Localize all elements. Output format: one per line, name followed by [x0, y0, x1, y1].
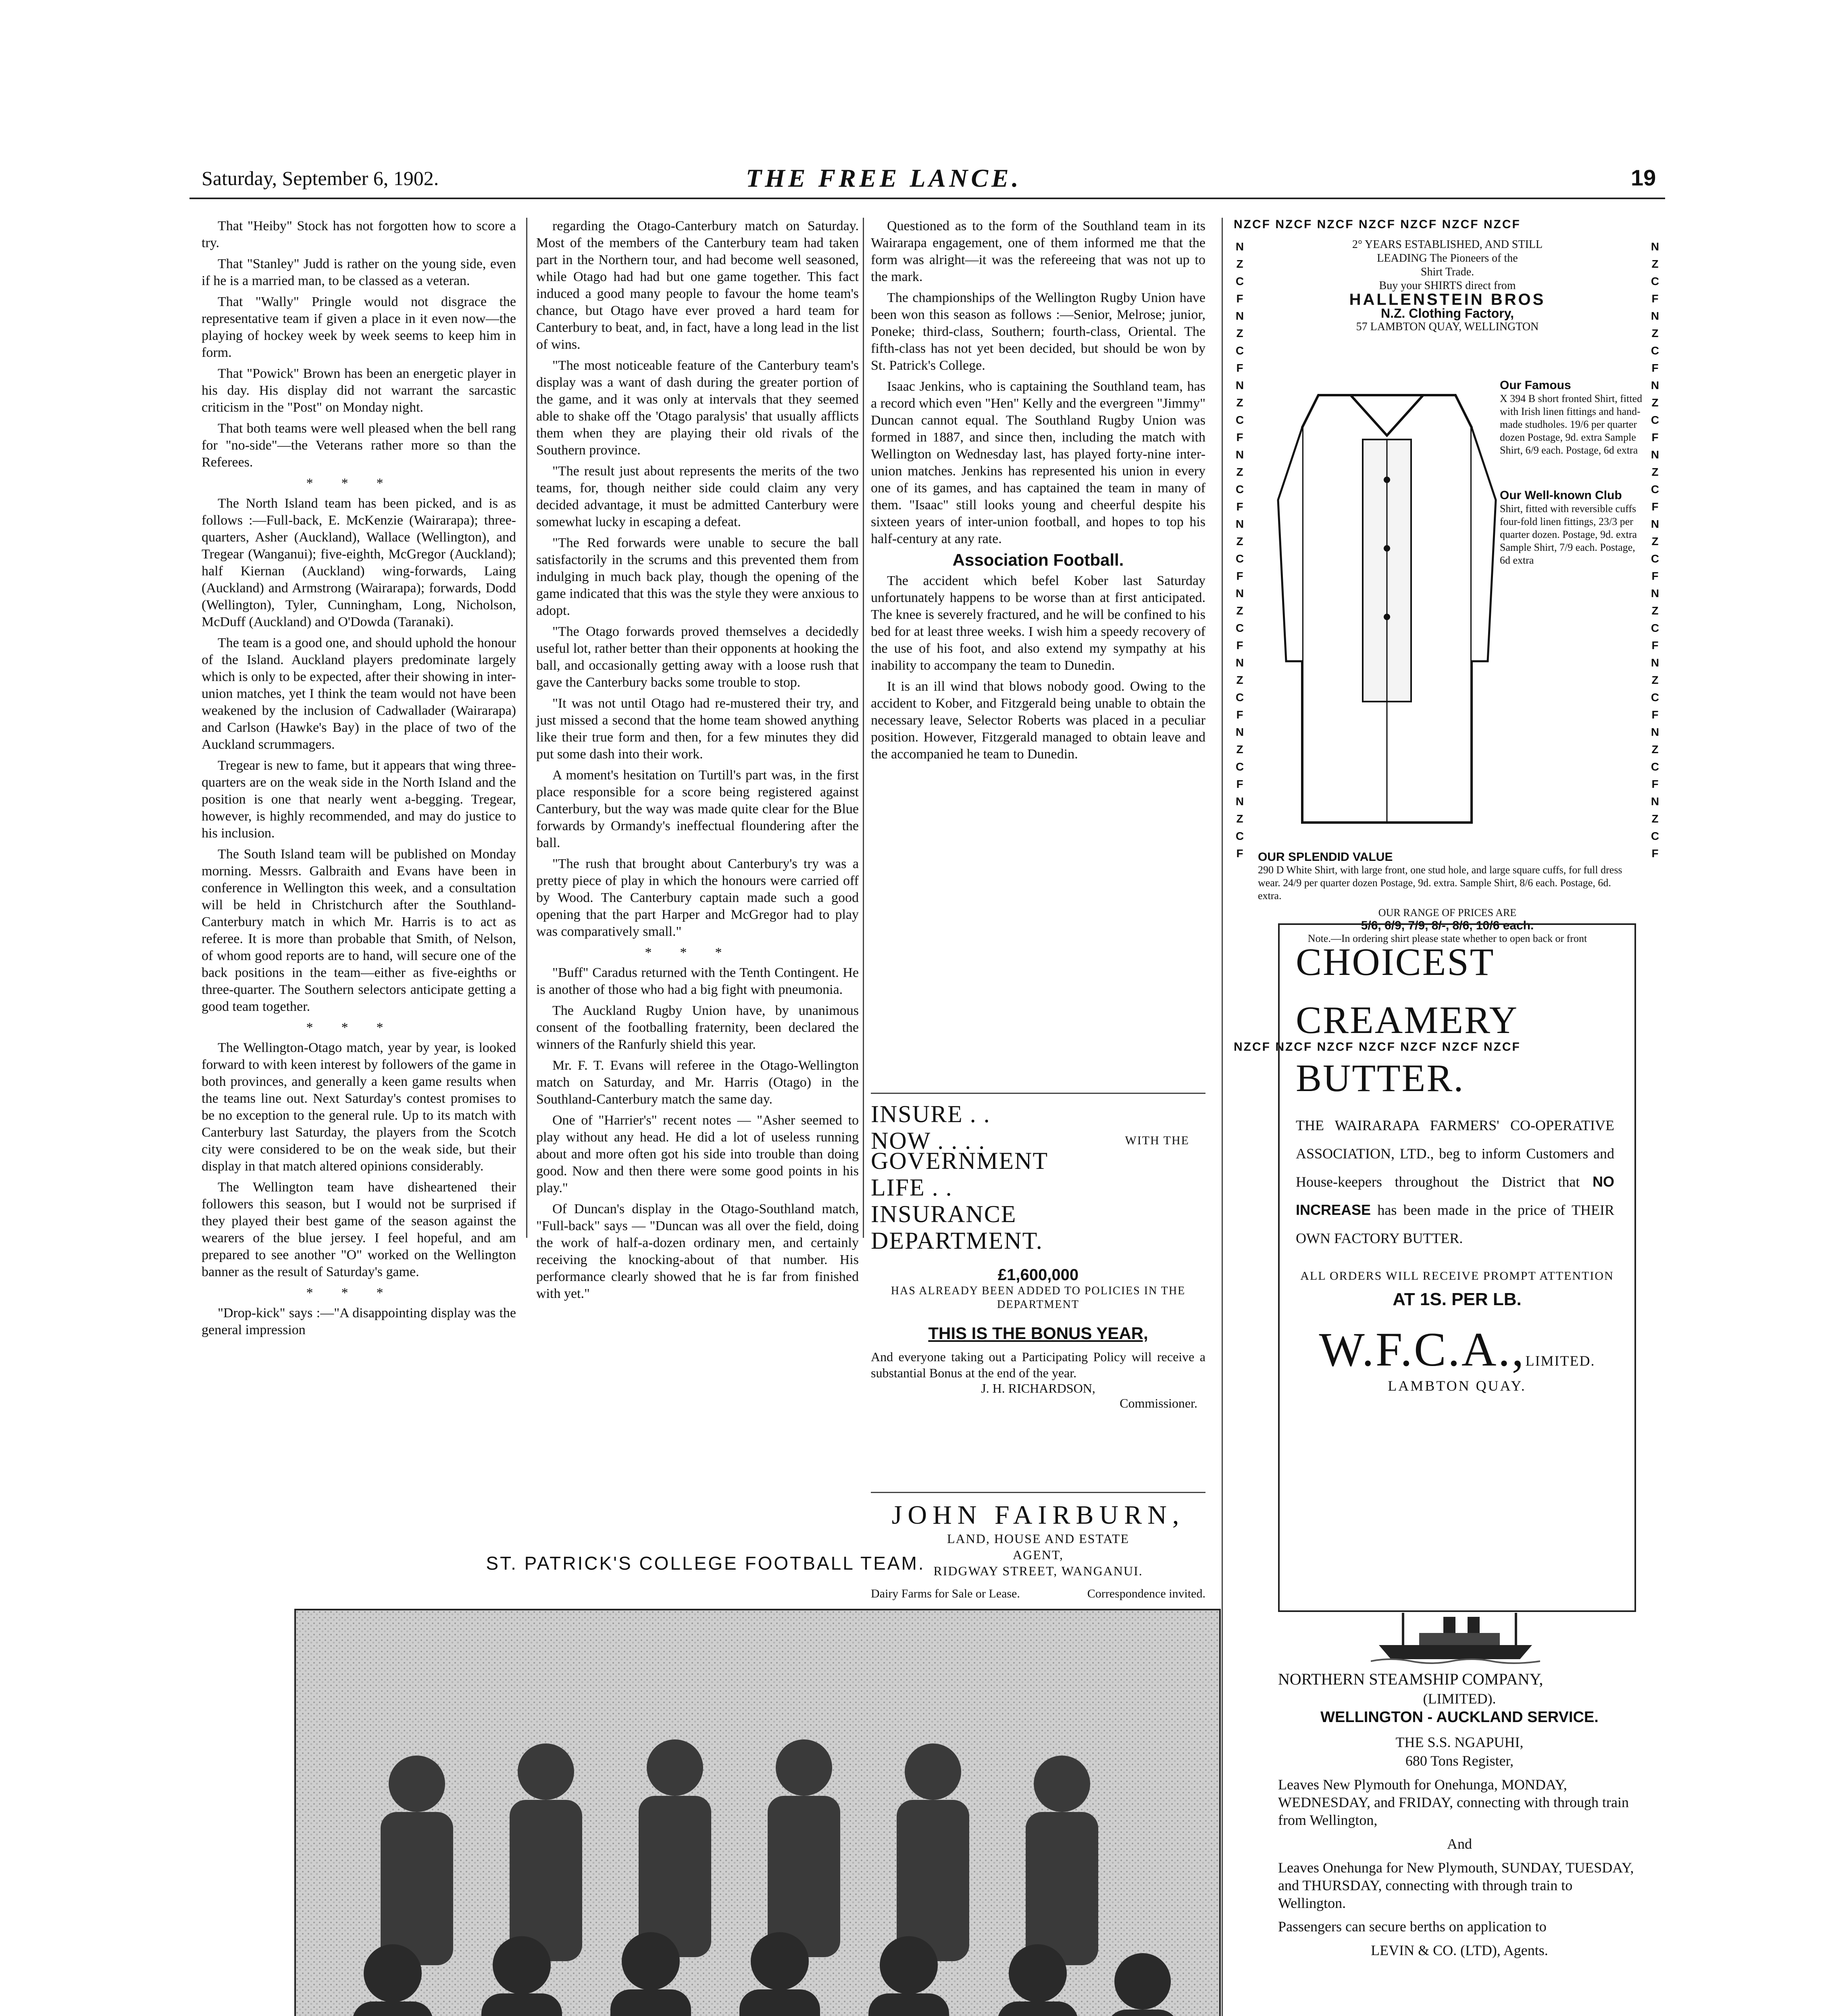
- ad-line: ALL ORDERS WILL RECEIVE PROMPT ATTENTION: [1300, 1269, 1614, 1283]
- column-1: [202, 218, 516, 1343]
- ad-line: N.Z. Clothing Factory,: [1380, 306, 1514, 321]
- paragraph: Of Duncan's display in the Otago-Southland match, "Full-back" says — "Duncan was all over the field, doing the work of half-a-dozen ordinary men, and certainly receiving the knocking-about of that number. His performance clearly showed that he is far from finished with yet.": [536, 1202, 859, 1301]
- ad-line: LIFE . .: [871, 1174, 953, 1201]
- paragraph: Isaac Jenkins, who is captaining the Southland team, has a record which even "Hen" Kelly and the evergreen "Jimmy" Duncan cannot equal. The Southland Rugby Union was formed in 1887, and since then, including the match with Wellington on Wednesday last, has played forty-nine inter-union matches. Jenkins has represented his union in every one of its games, and has captained the team in many of them. "Isaac" still looks young and cheerful despite his sixteen years of inter-union football, and hopes to top his half-century at any rate.: [871, 379, 1205, 546]
- signatory-role: Commissioner.: [1120, 1396, 1197, 1410]
- section-separator: ***: [306, 1285, 412, 1300]
- service-name: WELLINGTON - AUCKLAND SERVICE.: [1320, 1709, 1599, 1726]
- issue-date: Saturday, September 6, 1902.: [202, 167, 439, 190]
- fairburn-advert: [871, 1500, 1205, 1601]
- team-photo-image: [296, 1610, 1219, 2016]
- section-separator: ***: [306, 1020, 412, 1035]
- ad-line: OUR SPLENDID VALUE: [1258, 850, 1393, 864]
- section-heading: Association Football.: [952, 550, 1124, 569]
- ad-line: And: [1447, 1836, 1472, 1852]
- ad-emphasis: NO INCREASE: [1296, 1173, 1614, 1218]
- ad-line: Shirt Trade.: [1420, 266, 1474, 278]
- nzcf-border-right: NZCFNZCFNZCFNZCFNZCFNZCFNZCFNZCFNZCF: [1651, 240, 1659, 860]
- paragraph: regarding the Otago-Canterbury match on Saturday. Most of the members of the Canterbury team had taken part in the Northern tour, and had become well seasoned, while Otago had had but one game together. This fact induced a good many people to favour the home team's chance, but Otago have ever proved a hard team for Canterbury to beat, and, in fact, have a long lead in the list of wins.: [536, 219, 859, 352]
- paragraph: "The most noticeable feature of the Canterbury team's display was a want of dash during the greater portion of the game, and it was only at intervals that they seemed able to shake off the 'Otago paralysis' that usually afflicts them when they are playing their old rivals of the Southern province.: [536, 358, 859, 458]
- ad-line: (LIMITED).: [1423, 1691, 1496, 1707]
- ad-line: INSURANCE: [871, 1201, 1017, 1227]
- paragraph: The Wellington team have disheartened their followers this season, but I would not be surprised if they played their best game of the season against the wearers of the blue jersey. I feel hopeful, and am prepared to see another "O" worked on the Wellington banner as the result of Saturday's game.: [202, 1180, 516, 1279]
- agent-name: JOHN FAIRBURN,: [891, 1500, 1185, 1530]
- nzcf-border-top: NZCF NZCF NZCF NZCF NZCF NZCF NZCF: [1234, 218, 1521, 231]
- paragraph: The North Island team has been picked, and is as follows :—Full-back, E. McKenzie (Wairarapa); three-quarters, Asher (Auckland), Wallace (Wellington), and Tregear (Wanganui); five-eighth, McGregor (Auckland); half Kiernan (Auckland) wing-forwards, Laing (Auckland) and Armstrong (Wairarapa); forwards, Dodd (Wellington), Tyler, Cunningham, Long, Nicholson, McDuff (Auckland) and O'Dowda (Taranaki).: [202, 496, 516, 629]
- butter-price: AT 1S. PER LB.: [1393, 1289, 1522, 1309]
- company-name: HALLENSTEIN BROS: [1349, 291, 1546, 308]
- paragraph: The championships of the Wellington Rugby Union have been won this season as follows :—Senior, Melrose; junior, Poneke; third-class, Southern; fourth-class, Oriental. The fifth-class has not yet been decided, but should be won by St. Patrick's College.: [871, 290, 1205, 373]
- signatory: J. H. RICHARDSON,: [981, 1381, 1095, 1395]
- ad-line: 290 D White Shirt, with large front, one stud hole, and large square cuffs, for full dress wear. 24/9 per quarter dozen Postage, 9d. extra. Sample Shirt, 8/6 each. Postage, 6d. extra.: [1258, 864, 1622, 902]
- ship-name: THE S.S. NGAPUHI,: [1395, 1734, 1524, 1750]
- paragraph: That "Heiby" Stock has not forgotten how to score a try.: [202, 219, 516, 250]
- price-list: 5/6, 6/9, 7/9, 8/-, 8/6, 10/6 each.: [1361, 919, 1534, 932]
- bonus-heading: THIS IS THE BONUS YEAR,: [928, 1324, 1148, 1343]
- butter-advert: [1278, 923, 1636, 1612]
- ad-line: INSURE . .: [871, 1101, 991, 1127]
- paragraph: Mr. F. T. Evans will referee in the Otago-Wellington match on Saturday, and Mr. Harris (Otago) in the Southland-Canterbury match the same day.: [536, 1058, 859, 1107]
- section-rule: [871, 1093, 1205, 1094]
- paragraph: "Drop-kick" says :—"A disappointing display was the general impression: [202, 1306, 516, 1337]
- shirt-description: [1500, 379, 1645, 567]
- shirt-text: Shirt, fitted with reversible cuffs four-fold linen fittings, 23/3 per quarter dozen. Postage, 9d. extra Sample Shirt, 7/9 each. Postage, 6d extra: [1500, 503, 1637, 566]
- ad-body: Passengers can secure berths on application to: [1278, 1918, 1547, 1935]
- company-name: NORTHERN STEAMSHIP COMPANY,: [1278, 1670, 1543, 1688]
- ad-line: 57 LAMBTON QUAY, WELLINGTON: [1356, 321, 1539, 333]
- ad-line: NOW . . . .: [871, 1127, 986, 1154]
- ad-line: 680 Tons Register,: [1405, 1753, 1514, 1769]
- ad-headline: CREAMERY: [1296, 998, 1519, 1041]
- association-initials: W.F.C.A.,: [1319, 1322, 1526, 1376]
- steamship-icon: [1371, 1605, 1540, 1665]
- shirt-text: X 394 B short fronted Shirt, fitted with Irish linen fittings and hand-made studholes. 19/6 per quarter dozen Postage, 9d. extra Sample Shirt, 6/9 each. Postage, 6d extra: [1500, 393, 1643, 456]
- paragraph: Questioned as to the form of the Southland team in its Wairarapa engagement, one of them informed me that the form was alright—it was the refereeing that was not up to the mark.: [871, 219, 1205, 284]
- ad-line: WITH THE: [1125, 1134, 1189, 1147]
- paragraph: That "Powick" Brown has been an energetic player in his day. His display did not warrant the sarcastic criticism in the "Post" on Monday night.: [202, 366, 516, 415]
- ad-text: has been made in the price of THEIR OWN FACTORY BUTTER.: [1296, 1202, 1615, 1246]
- ad-line: Note.—In ordering shirt please state whether to open back or front: [1307, 933, 1587, 944]
- ad-headline: BUTTER.: [1296, 1056, 1465, 1100]
- column-divider: [526, 218, 527, 1238]
- ad-line: LIMITED.: [1525, 1353, 1595, 1369]
- paragraph: "The rush that brought about Canterbury's try was a pretty piece of play in which the honours were carried off by Wood. The Canterbury captain made such a good opening that the part Harper and McGregor had to play was comparatively small.": [536, 856, 859, 939]
- shirt-heading: Our Famous: [1500, 379, 1571, 392]
- paragraph: The Auckland Rugby Union have, by unanimous consent of the footballing fraternity, been declared the winners of the Ranfurly shield this year.: [536, 1003, 859, 1052]
- section-rule: [871, 1492, 1205, 1493]
- ad-line: AGENT,: [1012, 1547, 1064, 1562]
- ad-headline: CHOICEST: [1296, 940, 1495, 983]
- column-3: [871, 218, 1205, 767]
- paragraph: "The Red forwards were unable to secure the ball satisfactorily in the scrums and this prevented them from indulging in much back play, though the opening of the game indicated that this was the style they were anxious to adopt.: [536, 535, 859, 618]
- insurance-advert: [871, 1101, 1205, 1411]
- paragraph: It is an ill wind that blows nobody good. Owing to the accident to Kober, and Fitzgerald being unable to obtain the necessary leave, Selector Roberts was placed in a peculiar position. However, Fitzgerald managed to obtain leave and the accompanied he team to Dunedin.: [871, 679, 1205, 762]
- paragraph: That both teams were well pleased when the bell rang for "no-side"—the Veterans rather more so than the Referees.: [202, 421, 516, 470]
- ad-text: THE WAIRARAPA FARMERS' CO-OPERATIVE ASSOCIATION, LTD., beg to inform Customers and House-keepers throughout the District that: [1296, 1117, 1614, 1190]
- shirt-heading: Our Well-known Club: [1500, 489, 1622, 502]
- ad-line: Buy your SHIRTS direct from: [1379, 279, 1516, 292]
- northern-steamship-advert: [1278, 1669, 1641, 1960]
- ad-address: LAMBTON QUAY.: [1388, 1378, 1526, 1394]
- column-divider: [1222, 218, 1223, 2016]
- ad-line: DEPARTMENT.: [871, 1227, 1043, 1254]
- agent-name: LEVIN & CO. (LTD), Agents.: [1371, 1942, 1548, 1958]
- ad-line: LEADING The Pioneers of the: [1377, 252, 1518, 264]
- paragraph: That "Stanley" Judd is rather on the young side, even if he is a married man, to be classed as a veteran.: [202, 256, 516, 288]
- masthead-title: THE FREE LANCE.: [746, 164, 1022, 192]
- paragraph: The team is a good one, and should uphold the honour of the Island. Auckland players predominate largely which is only to be expected, after their showing in inter-union matches, yet I think the team would not have been weakened by the inclusion of Cadwallader (Wairarapa) and Carlson (Hawke's Bay) in the place of two of the Auckland scrummagers.: [202, 635, 516, 752]
- photo-title: ST. PATRICK'S COLLEGE FOOTBALL TEAM.: [486, 1553, 925, 1574]
- ad-line: HAS ALREADY BEEN ADDED TO POLICIES IN THE DEPARTMENT: [891, 1285, 1186, 1311]
- paragraph: Tregear is new to fame, but it appears that wing three-quarters are on the weak side in the North Island and the position is one that nearly went a-begging. Tregear, however, is highly recommended, and may do justice to his inclusion.: [202, 758, 516, 841]
- header-rule: [189, 198, 1665, 199]
- paragraph: "It was not until Otago had re-mustered their try, and just missed a second that the home team showed anything like their true form and then, for a few minutes they did put some dash into their work.: [536, 696, 859, 762]
- column-2: [536, 218, 859, 1306]
- column-divider: [863, 218, 864, 1238]
- paragraph: That "Wally" Pringle would not disgrace the representative team if given a place in it even now—the playing of hockey week by week seems to keep him in form.: [202, 294, 516, 360]
- ad-line: LAND, HOUSE AND ESTATE: [947, 1531, 1130, 1546]
- ad-body: And everyone taking out a Participating Policy will receive a substantial Bonus at the end of the year.: [871, 1350, 1205, 1380]
- ad-body: [1296, 1111, 1614, 1252]
- ad-body: Leaves New Plymouth for Onehunga, MONDAY, WEDNESDAY, and FRIDAY, connecting with through train from Wellington,: [1278, 1776, 1629, 1828]
- section-separator: ***: [645, 945, 750, 960]
- nzcf-border-bottom: NZCF NZCF NZCF NZCF NZCF NZCF NZCF: [1234, 1040, 1521, 1054]
- ad-line: RIDGWAY STREET, WANGANUI.: [933, 1564, 1143, 1578]
- paragraph: "Buff" Caradus returned with the Tenth Contingent. He is another of those who had a big fight with pneumonia.: [536, 965, 859, 997]
- ad-body: Leaves Onehunga for New Plymouth, SUNDAY, TUESDAY, and THURSDAY, connecting with through train to Wellington.: [1278, 1860, 1634, 1911]
- shirt-illustration: [1270, 379, 1504, 843]
- paragraph: "The Otago forwards proved themselves a decidedly useful lot, rather better than their opponents at hooking the ball, and occasionally getting away with a loose rush that gave the Canterbury backs some trouble to stop.: [536, 624, 859, 690]
- section-separator: ***: [306, 476, 412, 491]
- paragraph: The Wellington-Otago match, year by year, is looked forward to with keen interest by followers of the game in both provinces, and generally a keen game results when the teams line out. Next Saturday's contest promises to be no exception to the general rule. Up to its match with Canterbury last Saturday, the players from the Scotch city were considered to be on the weak side, but their display in that match altered opinions considerably.: [202, 1040, 516, 1174]
- ad-line: Dairy Farms for Sale or Lease.: [871, 1587, 1020, 1600]
- page-number: 19: [1631, 165, 1656, 190]
- bonus-amount: £1,600,000: [997, 1266, 1079, 1284]
- nzcf-border-left: NZCFNZCFNZCFNZCFNZCFNZCFNZCFNZCFNZCF: [1235, 240, 1244, 860]
- paragraph: The South Island team will be published on Monday morning. Messrs. Galbraith and Evans have been in conference in Wellington this week, and a consultation will be held in Christchurch after the Southland-Canterbury match in which Mr. Harris is to act as referee. It is more than probable that Smith, of Nelson, of whom good reports are to hand, will secure one of the back positions in the team—either as five-eighths or three-quarter. The Southern selectors anticipate getting a good team together.: [202, 847, 516, 1014]
- paragraph: One of "Harrier's" recent notes — "Asher seemed to play without any head. He did a lot of useless running about and more often got his side into trouble than doing good. Now and then there were some good points in his play.": [536, 1113, 859, 1195]
- paragraph: The accident which befel Kober last Saturday unfortunately happens to be worse than at first anticipated. The knee is severely fractured, and he will be confined to his bed for at least three weeks. I wish him a speedy recovery of the use of his foot, and also extend my sympathy at his inability to accompany the team to Dunedin.: [871, 573, 1205, 673]
- ad-line: GOVERNMENT: [871, 1148, 1048, 1174]
- ad-line: OUR RANGE OF PRICES ARE: [1378, 907, 1517, 918]
- paragraph: A moment's hesitation on Turtill's part was, in the first place responsible for a score being registered against Canterbury, but the way was made quite clear for the Blue forwards by Ormandy's ineffectual floundering after the ball.: [536, 768, 859, 850]
- ad-line: 2° YEARS ESTABLISHED, AND STILL: [1352, 238, 1543, 251]
- paragraph: "The result just about represents the merits of the two teams, for, though neither side could claim any very decided advantage, it must be admitted Canterbury were somewhat lucky in escaping a defeat.: [536, 464, 859, 529]
- team-photograph: [294, 1609, 1221, 2016]
- ad-line: Correspondence invited.: [1087, 1587, 1205, 1600]
